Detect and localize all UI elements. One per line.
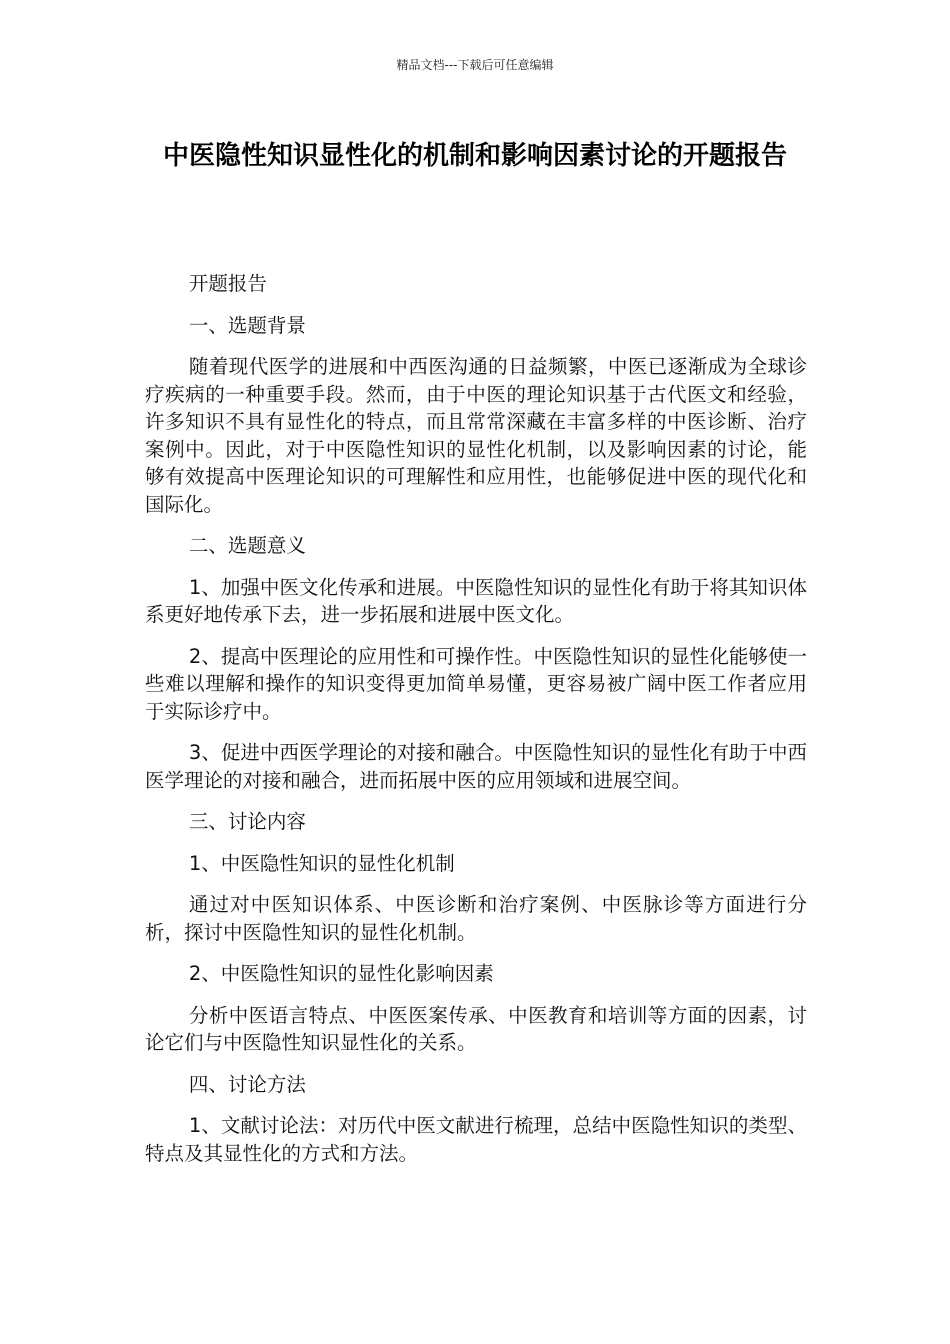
- document-title: 中医隐性知识显性化的机制和影响因素讨论的开题报告: [162, 141, 787, 171]
- paragraph-method-1: 1、文献讨论法：对历代中医文献进行梳理，总结中医隐性知识的类型、特点及其显性化的方式和方法。: [145, 1114, 807, 1165]
- paragraph-background: 随着现代医学的进展和中西医沟通的日益频繁，中医已逐渐成为全球诊疗疾病的一种重要手段。然而，由于中医的理论知识基于古代医文和经验，许多知识不具有显性化的特点，而且常常深藏在丰富多样的中医诊断、治疗案例中。因此，对于中医隐性知识的显性化机制，以及影响因素的讨论，能够有效提高中医理论知识的可理解性和应用性，也能够促进中医的现代化和国际化。: [145, 355, 807, 516]
- section-heading-content: 三、讨论内容: [188, 810, 306, 833]
- paragraph-factors: 分析中医语言特点、中医医案传承、中医教育和培训等方面的因素，讨论它们与中医隐性知识显性化的关系。: [145, 1003, 807, 1054]
- document-body: [145, 270, 807, 1181]
- section-heading-methods: 四、讨论方法: [188, 1072, 306, 1096]
- subheading-mechanism: 1、中医隐性知识的显性化机制: [188, 851, 455, 875]
- paragraph-significance-2: 2、提高中医理论的应用性和可操作性。中医隐性知识的显性化能够使一些难以理解和操作的知识变得更加简单易懂，更容易被广阔中医工作者应用于实际诊疗中。: [145, 644, 807, 723]
- section-heading-background: 一、选题背景: [188, 313, 306, 337]
- paragraph-significance-3: 3、促进中西医学理论的对接和融合。中医隐性知识的显性化有助于中西医学理论的对接和融合，进而拓展中医的应用领域和进展空间。: [145, 741, 807, 792]
- paragraph-mechanism: 通过对中医知识体系、中医诊断和治疗案例、中医脉诊等方面进行分析，探讨中医隐性知识的显性化机制。: [145, 893, 807, 944]
- paragraph-significance-1: 1、加强中医文化传承和进展。中医隐性知识的显性化有助于将其知识体系更好地传承下去，进一步拓展和进展中医文化。: [145, 575, 807, 626]
- paragraph-heading-report: 开题报告: [188, 272, 267, 295]
- subheading-factors: 2、中医隐性知识的显性化影响因素: [188, 962, 494, 985]
- header-note: 精品文档---下载后可任意编辑: [396, 58, 554, 72]
- section-heading-significance: 二、选题意义: [188, 534, 306, 557]
